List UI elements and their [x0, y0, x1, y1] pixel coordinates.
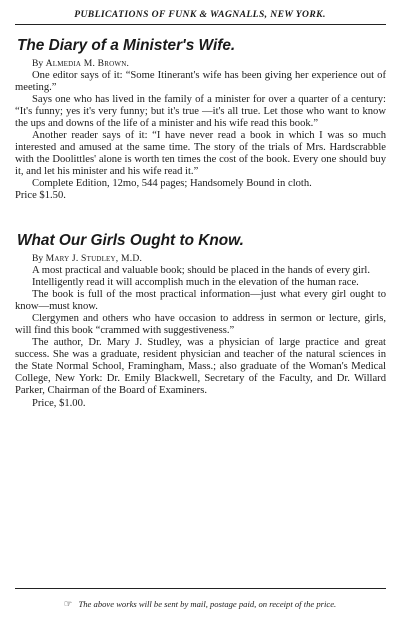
author-name: Almedia M. Brown. [45, 58, 130, 69]
book-title: The Diary of a Minister's Wife. [17, 37, 236, 54]
pointing-hand-icon: ☞ [63, 600, 73, 610]
paragraph: Complete Edition, 12mo, 544 pages; Handsomely Bound in cloth. [32, 178, 312, 190]
byline-by: By [32, 58, 44, 69]
paragraph: The book is full of the most practical information—just what every girl ought to know—must know. [15, 289, 386, 313]
footer-note [0, 599, 400, 610]
book-title: What Our Girls Ought to Know. [17, 232, 244, 249]
paragraph: Clergymen and others who have occasion to address in sermon or lecture, girls, will find this book “crammed with suggestiveness.” [15, 313, 386, 337]
header-rule [15, 24, 386, 25]
byline [32, 58, 386, 69]
author-name: Mary J. Studley, M.D. [45, 253, 143, 264]
footer-text: The above works will be sent by mail, postage paid, on receipt of the price. [78, 599, 337, 609]
footer-rule [15, 588, 386, 589]
price: Price $1.50. [15, 190, 66, 202]
book-entry-diary [15, 37, 386, 203]
paragraph: The author, Dr. Mary J. Studley, was a physician of large practice and great success. She was a graduate, resident physician and teacher of the natural sciences in the State Normal School, Framingham, Mass.; also graduate of the Woman's Medical College, New York: Dr. Emily Blackwell, Secretary of the Faculty, and Dr. Willard Parker, Chairman of the Board of Examiners. [15, 337, 386, 397]
running-head: PUBLICATIONS OF FUNK & WAGNALLS, NEW YORK. [74, 9, 326, 20]
book-entry-girls [15, 232, 386, 410]
paragraph: Intelligently read it will accomplish much in the elevation of the human race. [32, 277, 359, 289]
price: Price, $1.00. [32, 397, 86, 409]
paragraph: Another reader says of it: “I have never read a book in which I was so much interested and amused at the same time. The story of the trials of Mrs. Hardscrabble with the Doolittles' alone is worth ten times the cost of the book. Every one should buy it, and let his minister and his wife read it.” [15, 130, 386, 178]
byline-by: By [32, 253, 44, 264]
paragraph: One editor says of it: “Some Itinerant's wife has been giving her experience out of meeting.” [15, 70, 386, 94]
paragraph: A most practical and valuable book; should be placed in the hands of every girl. [32, 265, 371, 276]
paragraph: Says one who has lived in the family of a minister for over a quarter of a century: “It's funny; yes it's very funny; but it's true —it's all true. Let those who want to know the ups and downs of the life of a minister and his wife read this book.” [15, 94, 386, 130]
byline [32, 253, 386, 264]
